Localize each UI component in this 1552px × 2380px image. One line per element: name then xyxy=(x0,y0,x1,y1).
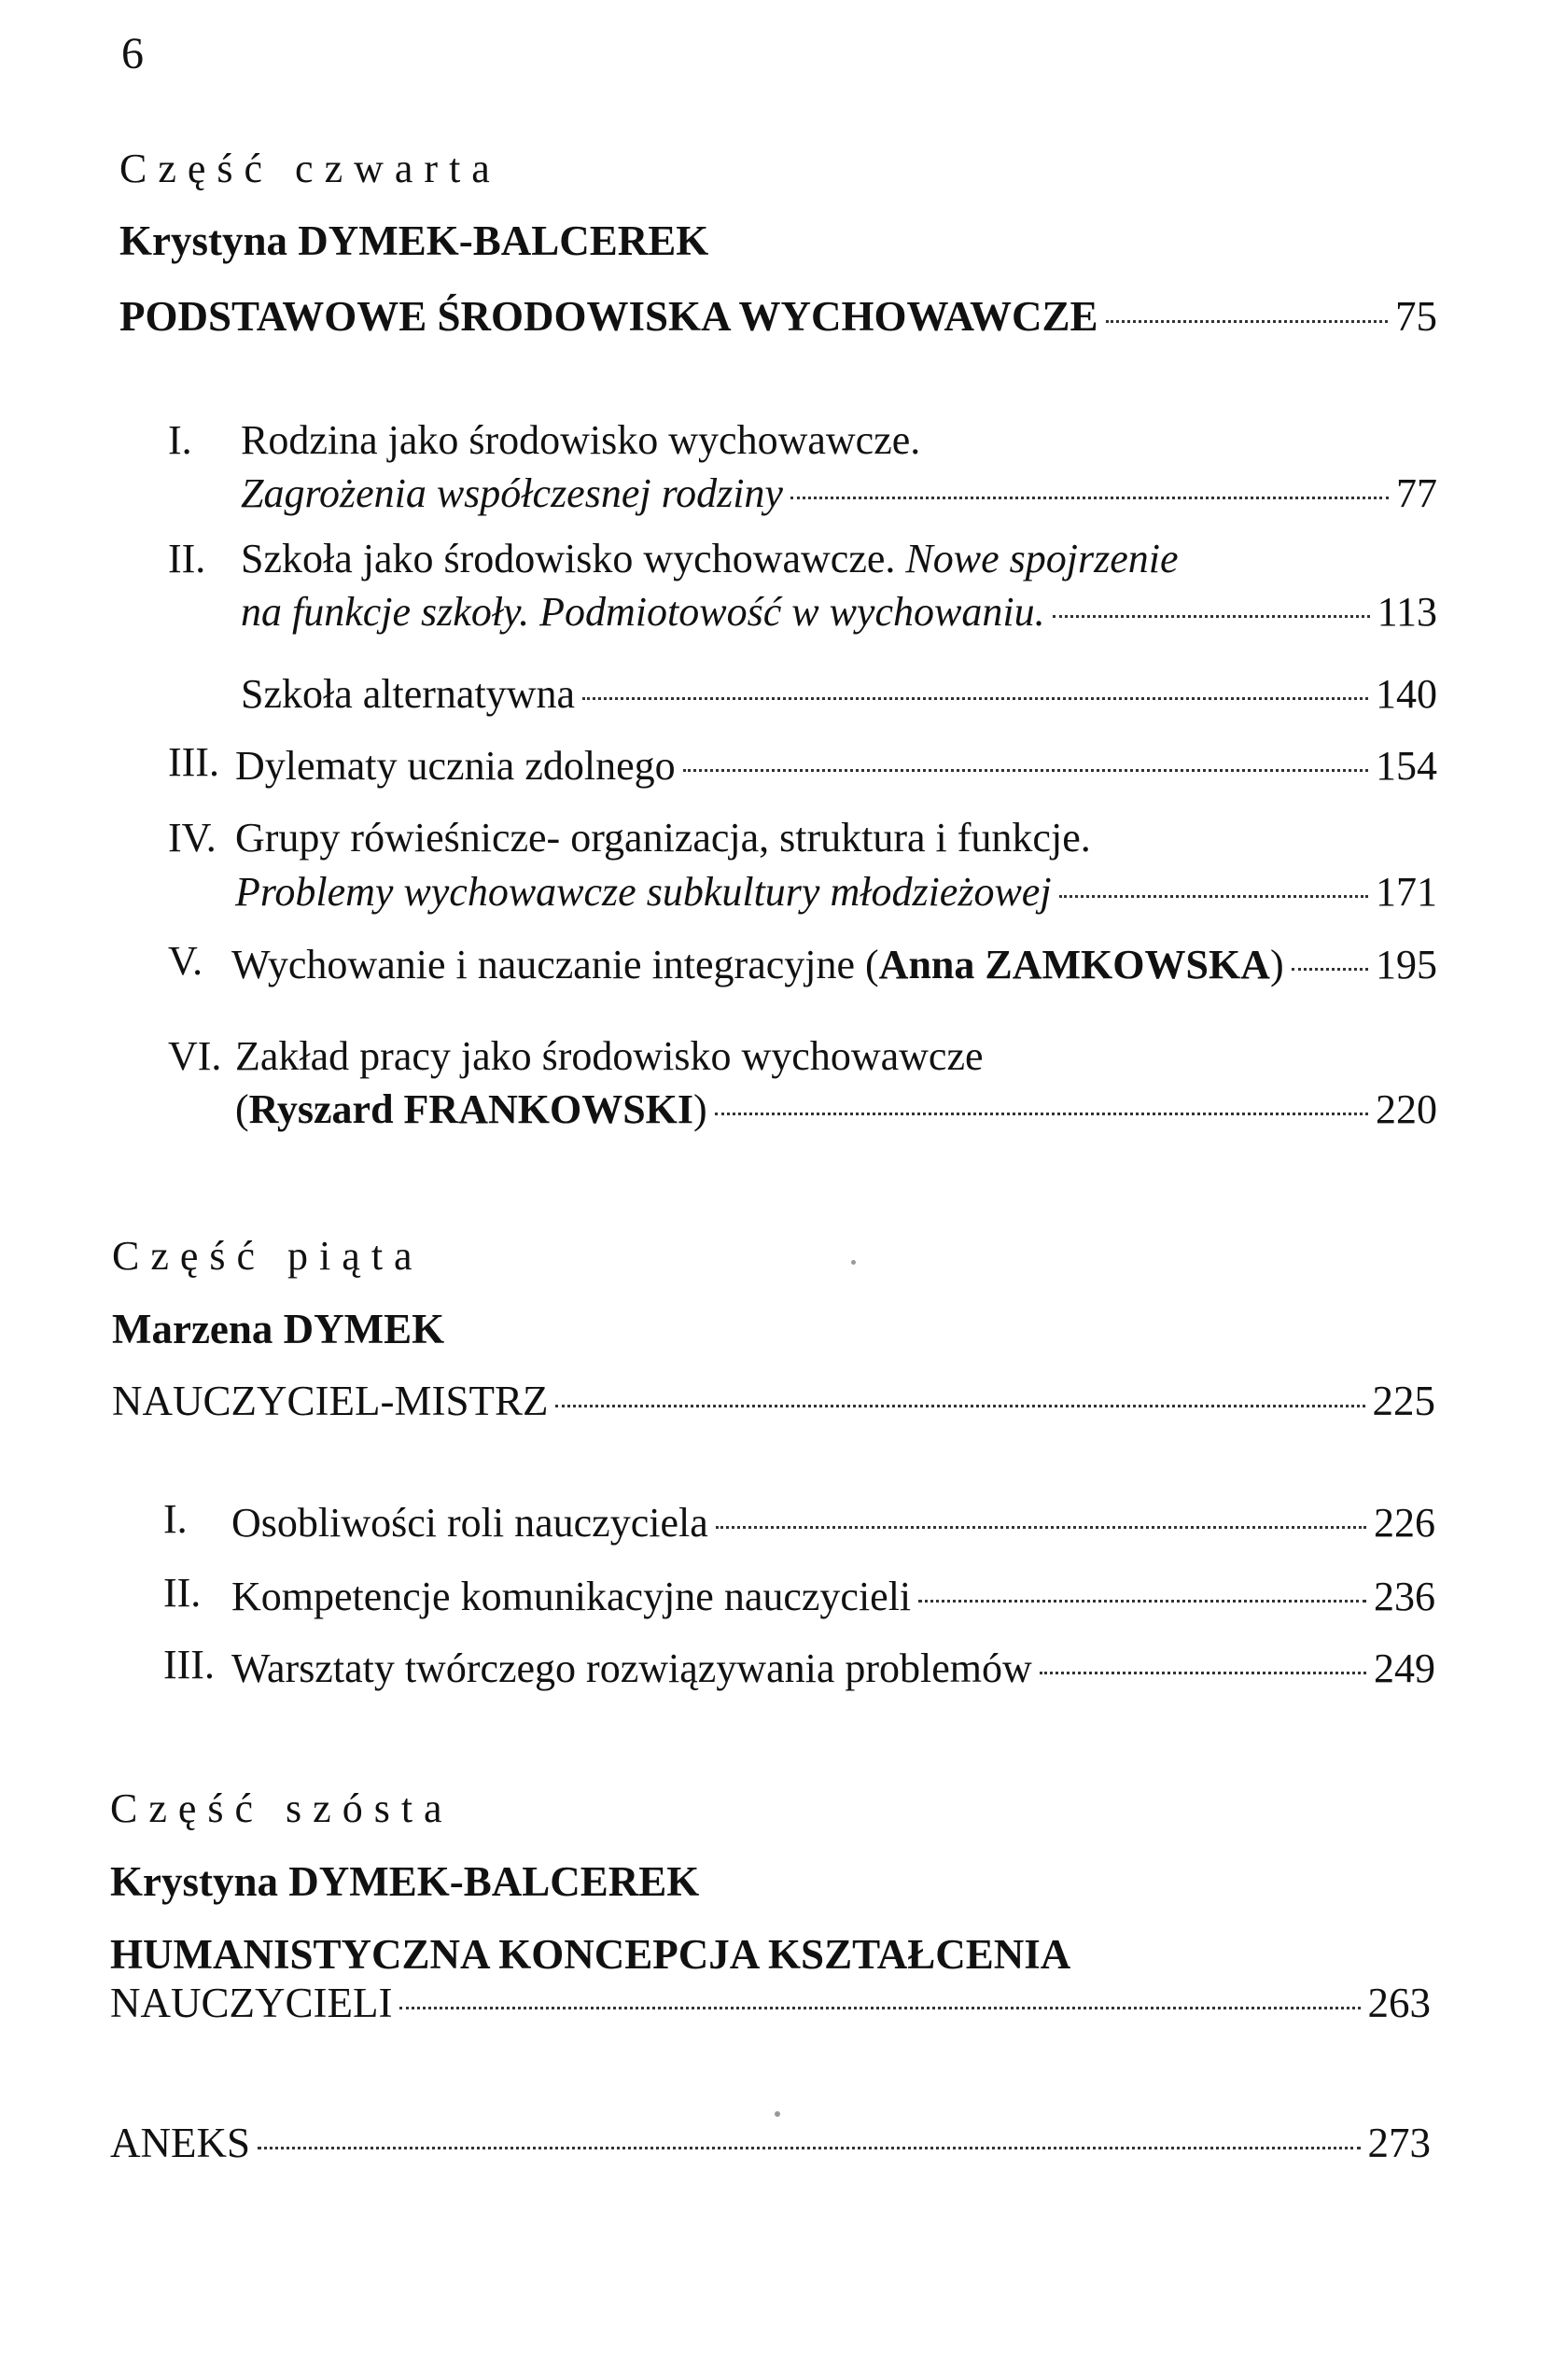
annex-line xyxy=(110,2119,1431,2167)
dot-leader xyxy=(1106,320,1388,323)
entry-text xyxy=(231,941,1284,988)
dot-leader xyxy=(1040,1672,1366,1674)
part4-entry-6-num: V. xyxy=(168,938,203,984)
part5-entry-1 xyxy=(231,1499,1435,1547)
entry-page: 195 xyxy=(1376,942,1437,987)
part5-entry-3 xyxy=(231,1645,1435,1692)
part4-entry-5-num: IV. xyxy=(168,815,217,861)
part6-author: Krystyna DYMEK-BALCEREK xyxy=(110,1858,700,1905)
part4-entry-1-line1: Rodzina jako środowisko wychowawcze. xyxy=(241,417,921,463)
part5-entry-2 xyxy=(231,1573,1435,1620)
part6-title: NAUCZYCIELI xyxy=(110,1980,393,2026)
annex-title: ANEKS xyxy=(110,2120,251,2166)
part4-entry-2-line2 xyxy=(241,588,1437,636)
entry-text: Warsztaty twórczego rozwiązywania problemów xyxy=(231,1645,1032,1691)
part5-entry-1-num: I. xyxy=(163,1496,188,1542)
page-number: 6 xyxy=(121,29,144,78)
dot-leader xyxy=(790,497,1389,499)
dot-leader xyxy=(399,2007,1360,2009)
dot-leader xyxy=(715,1113,1368,1115)
part4-entry-5-line1: Grupy rówieśnicze- organizacja, struktura i funkcje. xyxy=(235,815,1091,861)
part4-title: PODSTAWOWE ŚRODOWISKA WYCHOWAWCZE xyxy=(119,293,1098,340)
part4-entry-1-line2 xyxy=(241,469,1437,517)
part4-label: Część czwarta xyxy=(119,146,501,191)
part6-title-line1: HUMANISTYCZNA KONCEPCJA KSZTAŁCENIA xyxy=(110,1931,1071,1978)
part5-page: 225 xyxy=(1372,1378,1435,1424)
part4-entry-1-num: I. xyxy=(168,417,192,463)
part4-page: 75 xyxy=(1395,293,1437,340)
part5-entry-3-num: III. xyxy=(163,1642,215,1687)
part4-entry-5-line2 xyxy=(235,868,1437,916)
part5-label: Część piąta xyxy=(112,1233,424,1279)
scan-speck xyxy=(851,1260,856,1265)
entry-text-c: ) xyxy=(1269,942,1284,987)
part4-entry-7-line1: Zakład pracy jako środowisko wychowawcze xyxy=(235,1033,984,1079)
dot-leader xyxy=(683,769,1368,772)
entry-page: 171 xyxy=(1376,869,1437,915)
entry-text xyxy=(235,1085,707,1133)
part5-entry-2-num: II. xyxy=(163,1570,202,1616)
entry-page: 154 xyxy=(1376,743,1437,789)
dot-leader xyxy=(1059,895,1368,898)
part6-title-line2 xyxy=(110,1979,1431,2027)
dot-leader xyxy=(555,1405,1364,1407)
part4-entry-3 xyxy=(241,670,1437,718)
dot-leader xyxy=(1053,615,1370,618)
entry-page: 77 xyxy=(1396,470,1437,516)
part4-entry-4-num: III. xyxy=(168,739,219,785)
entry-page: 140 xyxy=(1376,671,1437,717)
entry-text: Szkoła alternatywna xyxy=(241,671,575,717)
entry-page: 249 xyxy=(1374,1645,1435,1691)
entry-contributor: Anna ZAMKOWSKA xyxy=(878,942,1270,987)
part4-entry-6 xyxy=(231,941,1437,988)
entry-page: 113 xyxy=(1377,589,1437,635)
part4-entry-7-line2 xyxy=(235,1085,1437,1133)
entry-page: 236 xyxy=(1374,1574,1435,1619)
scan-speck xyxy=(775,2111,780,2117)
dot-leader xyxy=(582,697,1368,700)
entry-subtitle: na funkcje szkoły. Podmiotowość w wychowaniu. xyxy=(241,589,1045,635)
dot-leader xyxy=(1292,968,1368,971)
entry-page: 220 xyxy=(1376,1086,1437,1132)
part4-entry-4 xyxy=(235,742,1437,790)
entry-text: Osobliwości roli nauczyciela xyxy=(231,1500,708,1546)
part4-entry-7-num: VI. xyxy=(168,1033,222,1079)
part6-page: 263 xyxy=(1367,1980,1431,2026)
entry-subtitle: Zagrożenia współczesnej rodziny xyxy=(241,470,783,516)
entry-text-a: ( xyxy=(235,1086,249,1132)
annex-page: 273 xyxy=(1367,2120,1431,2166)
dot-leader xyxy=(918,1600,1366,1603)
part5-author: Marzena DYMEK xyxy=(112,1306,445,1352)
entry-text-a: Wychowanie i nauczanie integracyjne ( xyxy=(231,942,879,987)
entry-text-c: ) xyxy=(693,1086,707,1132)
entry-text: Kompetencje komunikacyjne nauczycieli xyxy=(231,1574,912,1619)
part4-title-line xyxy=(119,292,1437,341)
part4-entry-2-line1 xyxy=(241,536,1179,581)
entry-subtitle: Problemy wychowawcze subkultury młodzieżowej xyxy=(235,869,1052,915)
part6-label: Część szósta xyxy=(110,1785,454,1831)
part4-author: Krystyna DYMEK-BALCEREK xyxy=(119,217,709,264)
part5-title: NAUCZYCIEL-MISTRZ xyxy=(112,1378,549,1424)
dot-leader xyxy=(716,1526,1366,1529)
entry-contributor: Ryszard FRANKOWSKI xyxy=(248,1086,694,1132)
entry-page: 226 xyxy=(1374,1500,1435,1546)
part5-title-line xyxy=(112,1377,1435,1425)
part4-entry-2-num: II. xyxy=(168,536,206,581)
dot-leader xyxy=(258,2147,1360,2149)
entry-text: Dylematy ucznia zdolnego xyxy=(235,743,676,789)
entry-text: Szkoła jako środowisko wychowawcze. xyxy=(241,536,906,581)
entry-subtitle: Nowe spojrzenie xyxy=(905,536,1179,581)
